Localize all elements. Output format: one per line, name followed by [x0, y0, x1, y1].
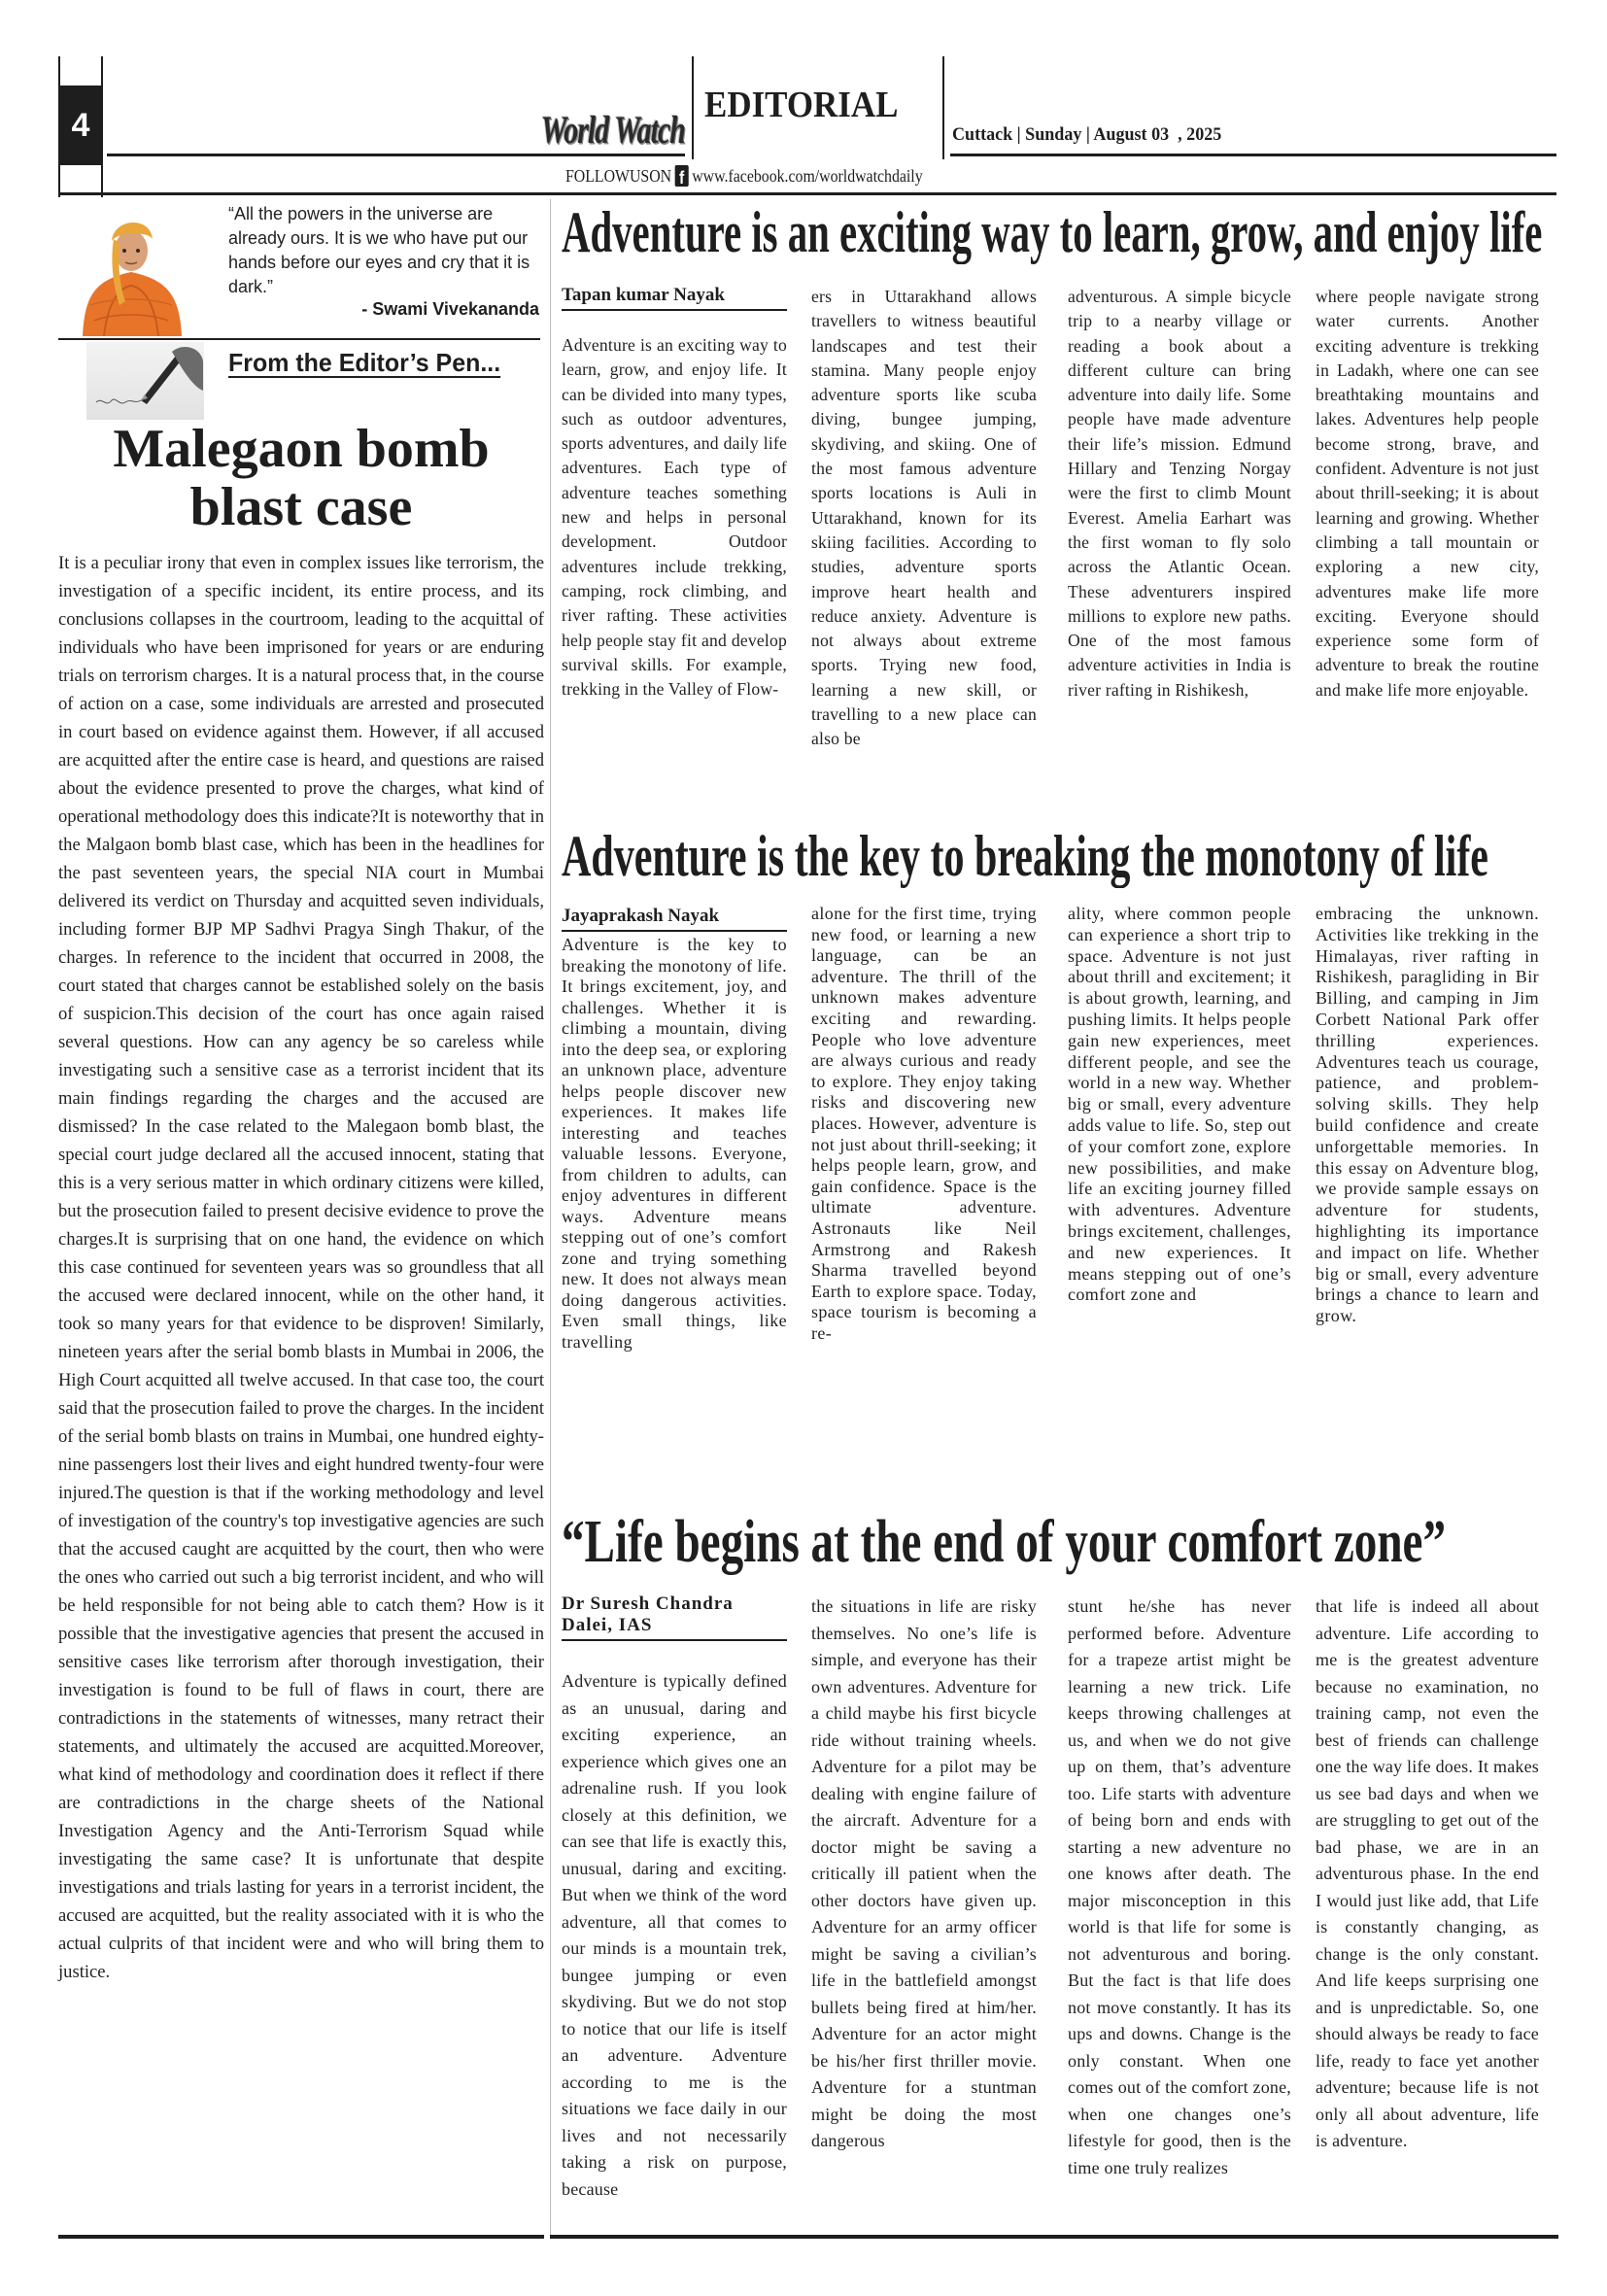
quote-text: “All the powers in the universe are already ours. It is we who have put our hands before our eyes and cry that it is dark.”: [228, 204, 530, 296]
article-2-col-4: embracing the unknown. Activities like trekking in the Himalayas, river rafting in Rishikesh, paragliding in Bir Billing, and camping in Jim Corbett National Park offer thrilling experiences. Adventures teach us courage, patience, and problem-solving skills. They help build confidence and create unforgettable memories. In this essay on Adventure blog, we provide sample essays on adventure for students, highlighting its importance and impact on life. Whether big or small, every adventure brings a chance to learn and grow.: [1316, 904, 1539, 1326]
facebook-icon[interactable]: f: [675, 165, 689, 187]
column-separator: [550, 199, 551, 2235]
article-2-headline: Adventure is the key to breaking the monotony of life: [562, 824, 1488, 888]
page-number: [60, 86, 101, 165]
editorial-headline-line2: blast case: [189, 477, 413, 537]
article-3-byline: Dr Suresh Chandra Dalei, IAS: [562, 1593, 787, 1641]
header-rule-left: [107, 154, 685, 156]
editorial-headline-line1: Malegaon bomb: [113, 419, 490, 479]
section-title: EDITORIAL: [704, 85, 899, 125]
world-watch-logo: [510, 56, 685, 154]
editorial-headline: [58, 420, 544, 536]
margin-line-inner: [101, 56, 103, 197]
follow-label: FOLLOWUSON: [565, 165, 672, 186]
editorial-body: It is a peculiar irony that even in complex issues like terrorism, the investigation of a specific incident, its entire process, and its conclusions collapses in the courtroom, leading to the acquittal of individuals who have been imprisoned for years or are enduring trials on terrorism charges. It is a natural process that, in the course of action on a case, some individuals are arrested and prosecuted in court based on evidence against them. However, if all accused are acquitted after the entire case is heard, and questions are raised about the evidence presented to prove the charges, what kind of operational methodology does this indicate?It is noteworthy that in the Malgaon bomb blast case, which has been in the headlines for the past seventeen years, the special NIA court in Mumbai delivered its verdict on Thursday and acquitted seven individuals, including former BJP MP Sadhvi Pragya Singh Thakur, of the charges. In reference to the incident that occurred in 2008, the court stated that charges cannot be established solely on the basis of suspicion.This decision of the court has once again raised several questions. How can any agency be so careless while investigating such a sensitive case as a terrorist incident that its main findings regarding the charges and the accused are dismissed? In the case related to the Malegaon bomb blast, the special court judge declared all the accused innocent, stating that this is a very serious matter in which ordinary citizens were killed, but the prosecution failed to present decisive evidence to prove the charges.It is surprising that on one hand, the evidence on which this case continued for seventeen years was so groundless that all the accused were declared innocent, while on the other hand, it took so many years for that evidence to be disproven! Similarly, nineteen years after the serial bomb blasts in Mumbai in 2006, the High Court acquitted all twelve accused. In that case too, the court said that the prosecution failed to prove the charges. In the incident of the serial bomb blasts on trains in Mumbai, one hundred eighty-nine passengers lost their lives and eight hundred twenty-four were injured.The question is that if the working methodology and level of investigation of the country's top investigative agencies are such that the accused caught are acquitted by the court, then who were the ones who carried out such a big terrorist incident, and who will be held responsible for not being able to catch them? How is it possible that the investigative agencies that present the accused in sensitive cases like terrorism after thorough investigation, their investigation is found to be full of flaws in court, there are contradictions in the statements of witnesses, many retract their statements, and ultimately the accused are acquitted.Moreover, what kind of methodology and coordination does it reflect if there are contradictions in the charge sheets of the National Investigation Agency and the Anti-Terrorism Squad while investigating the same case? It is unfortunate that despite investigations and trials lasting for years in a terrorist incident, the accused are acquitted, but the reality associated with it is who the actual culprits of that incident were and who will bring them to justice.: [58, 553, 544, 1982]
article-3-col-4: that life is indeed all about adventure. Life according to me is the greatest adventure because no examination, no training camp, not even the best of friends can challenge one the way life does. It makes us see bad days and when we are struggling to get out of the bad phase, we are in an adventurous phase. In the end I would just like add, that Life is constantly changing, as change is the only constant. And life keeps surprising one and is unpredictable. So, one should always be ready to face life, ready to face yet another adventure; because life is not only all about adventure, life is adventure.: [1316, 1596, 1539, 2150]
header-divider-2: [942, 56, 944, 159]
masthead-bottom-rule: [58, 192, 1556, 195]
article-1-headline: Adventure is an exciting way to learn, grow, and enjoy life: [562, 200, 1543, 264]
article-3-headline: “Life begins at the end of your comfort zone”: [562, 1509, 1447, 1575]
editorial-bottom-rule: [58, 2235, 544, 2239]
article-2-col-1: Adventure is the key to breaking the monotony of life. It brings excitement, joy, and challenges. Whether it is climbing a mountain, diving into the deep sea, or exploring an unknown place, adventure helps people discover new experiences. It makes life interesting and teaches valuable lessons. Everyone, from children to adults, can enjoy adventures in different ways. Adventure means stepping out of one’s comfort zone and trying something new. It does not always mean doing dangerous activities. Even small things, like travelling: [562, 935, 787, 1352]
facebook-link[interactable]: www.facebook.com/worldwatchdaily: [692, 165, 923, 186]
article-1-col-2: ers in Uttarakhand allows travellers to witness beautiful landscapes and test their stamina. Many people enjoy adventure sports like scuba diving, bungee jumping, skydiving, and skiing. One of the most famous adventure sports locations is Auli in Uttarakhand, known for its skiing facilities. According to studies, adventure sports improve heart health and reduce anxiety. Adventure is not always about extreme sports. Trying new food, learning a new skill, or travelling to a new place can also be: [811, 287, 1037, 749]
article-2-col-3: ality, where common people can experience a short trip to space. Adventure is not just about thrill and excitement; it is about growth, learning, and pushing limits. It helps people gain new experiences, meet different people, and see the world in a new way. Whether big or small, every adventure adds value to life. So, step out of your comfort zone, explore new possibilities, and make life an exciting journey filled with adventures. Adventure brings excitement, challenges, and new experiences. It means stepping out of one’s comfort zone and: [1068, 904, 1291, 1305]
article-2-byline: Jayaprakash Nayak: [562, 906, 787, 932]
header-divider-1: [692, 56, 694, 159]
article-1-col-3: adventurous. A simple bicycle trip to a nearby village or reading a book about a different culture can bring adventure into daily life. Some people have made adventure their life’s mission. Edmund Hillary and Tenzing Norgay were the first to climb Mount Everest. Amelia Earhart was the first woman to fly solo across the Atlantic Ocean. These adventurers inspired millions to explore new paths. One of the most famous adventure activities in India is river rafting in Rishikesh,: [1068, 287, 1291, 700]
dateline: Cuttack | Sunday | August 03 , 2025: [952, 124, 1222, 145]
page-number-text: 4: [71, 106, 90, 144]
follow-us-bar: [565, 165, 923, 187]
editors-pen-heading: From the Editor’s Pen...: [228, 348, 501, 377]
article-3-col-1: Adventure is typically defined as an unusual, daring and exciting experience, an experience which gives one an adrenaline rush. If you look closely at this definition, we can see that life is exactly this, unusual, daring and exciting. But when we think of the word adventure, all that comes to our minds is a mountain trek, bungee jumping or even skydiving. But we do not stop to notice that our life is itself an adventure. Adventure according to me is the situations we face daily in our lives and not necessarily taking a risk on purpose, because: [562, 1671, 787, 2199]
header-rule-right: [950, 154, 1556, 156]
article-1-col-4: where people navigate strong water currents. Another exciting adventure is trekking in Ladakh, where one can see breathtaking mountains and lakes. Adventures help people become strong, brave, and confident. Adventure is not just about thrill-seeking; it is about learning and growing. Whether climbing a tall mountain or exploring a new city, adventures make life more exciting. Everyone should experience some form of adventure to break the routine and make life more enjoyable.: [1316, 287, 1539, 700]
article-3-col-2: the situations in life are risky themselves. No one’s life is simple, and everyone has their own adventures. Adventure for a child maybe his first bicycle ride without training wheels. Adventure for a pilot may be dealing with engine failure of the aircraft. Adventure for a doctor might be saving a critically ill patient when the other doctors have given up. Adventure for an army officer might be saving a civilian’s life in the battlefield amongst bullets being fired at him/her. Adventure for an actor might be his/her first thriller movie. Adventure for a stuntman might be doing the most dangerous: [811, 1596, 1037, 2150]
logo-text: World Watch: [540, 109, 685, 153]
article-1-byline: Tapan kumar Nayak: [562, 285, 787, 311]
vivekananda-portrait: [75, 204, 188, 336]
quote-author: - Swami Vivekananda: [361, 299, 539, 319]
quote-bottom-rule: [58, 338, 540, 340]
page-bottom-rule: [550, 2235, 1558, 2239]
pen-writing-image: [86, 342, 204, 420]
article-1-col-1: Adventure is an exciting way to learn, grow, and enjoy life. It can be divided into many types, such as outdoor adventures, sports adventures, and daily life adventures. Each type of adventure teaches something new and helps in personal development. Outdoor adventures include trekking, camping, rock climbing, and river rafting. These activities help people stay fit and develop survival skills. For example, trekking in the Valley of Flow-: [562, 335, 787, 700]
article-3-col-3: stunt he/she has never performed before. Adventure for a trapeze artist might be learning a new trick. Life keeps throwing challenges at us, and when we do not give up on them, that’s adventure too. Life starts with adventure of being born and ends with starting a new adventure no one knows after death. The major misconception in this world is that life for some is not adventurous and boring. But the fact is that life does not move constantly. It has its ups and downs. Change is the only constant. When one comes out of the comfort zone, when one changes one’s lifestyle for good, then is the time one truly realizes: [1068, 1596, 1291, 2177]
article-2-col-2: alone for the first time, trying new food, or learning a new language, can be an adventure. The thrill of the unknown makes adventure exciting and rewarding. People who love adventure are always curious and ready to explore. They enjoy taking risks and discovering new places. However, adventure is not just about thrill-seeking; it helps people learn, grow, and gain confidence. Space is the ultimate adventure. Astronauts like Neil Armstrong and Rakesh Sharma travelled beyond Earth to explore space. Today, space tourism is becoming a re-: [811, 904, 1037, 1343]
